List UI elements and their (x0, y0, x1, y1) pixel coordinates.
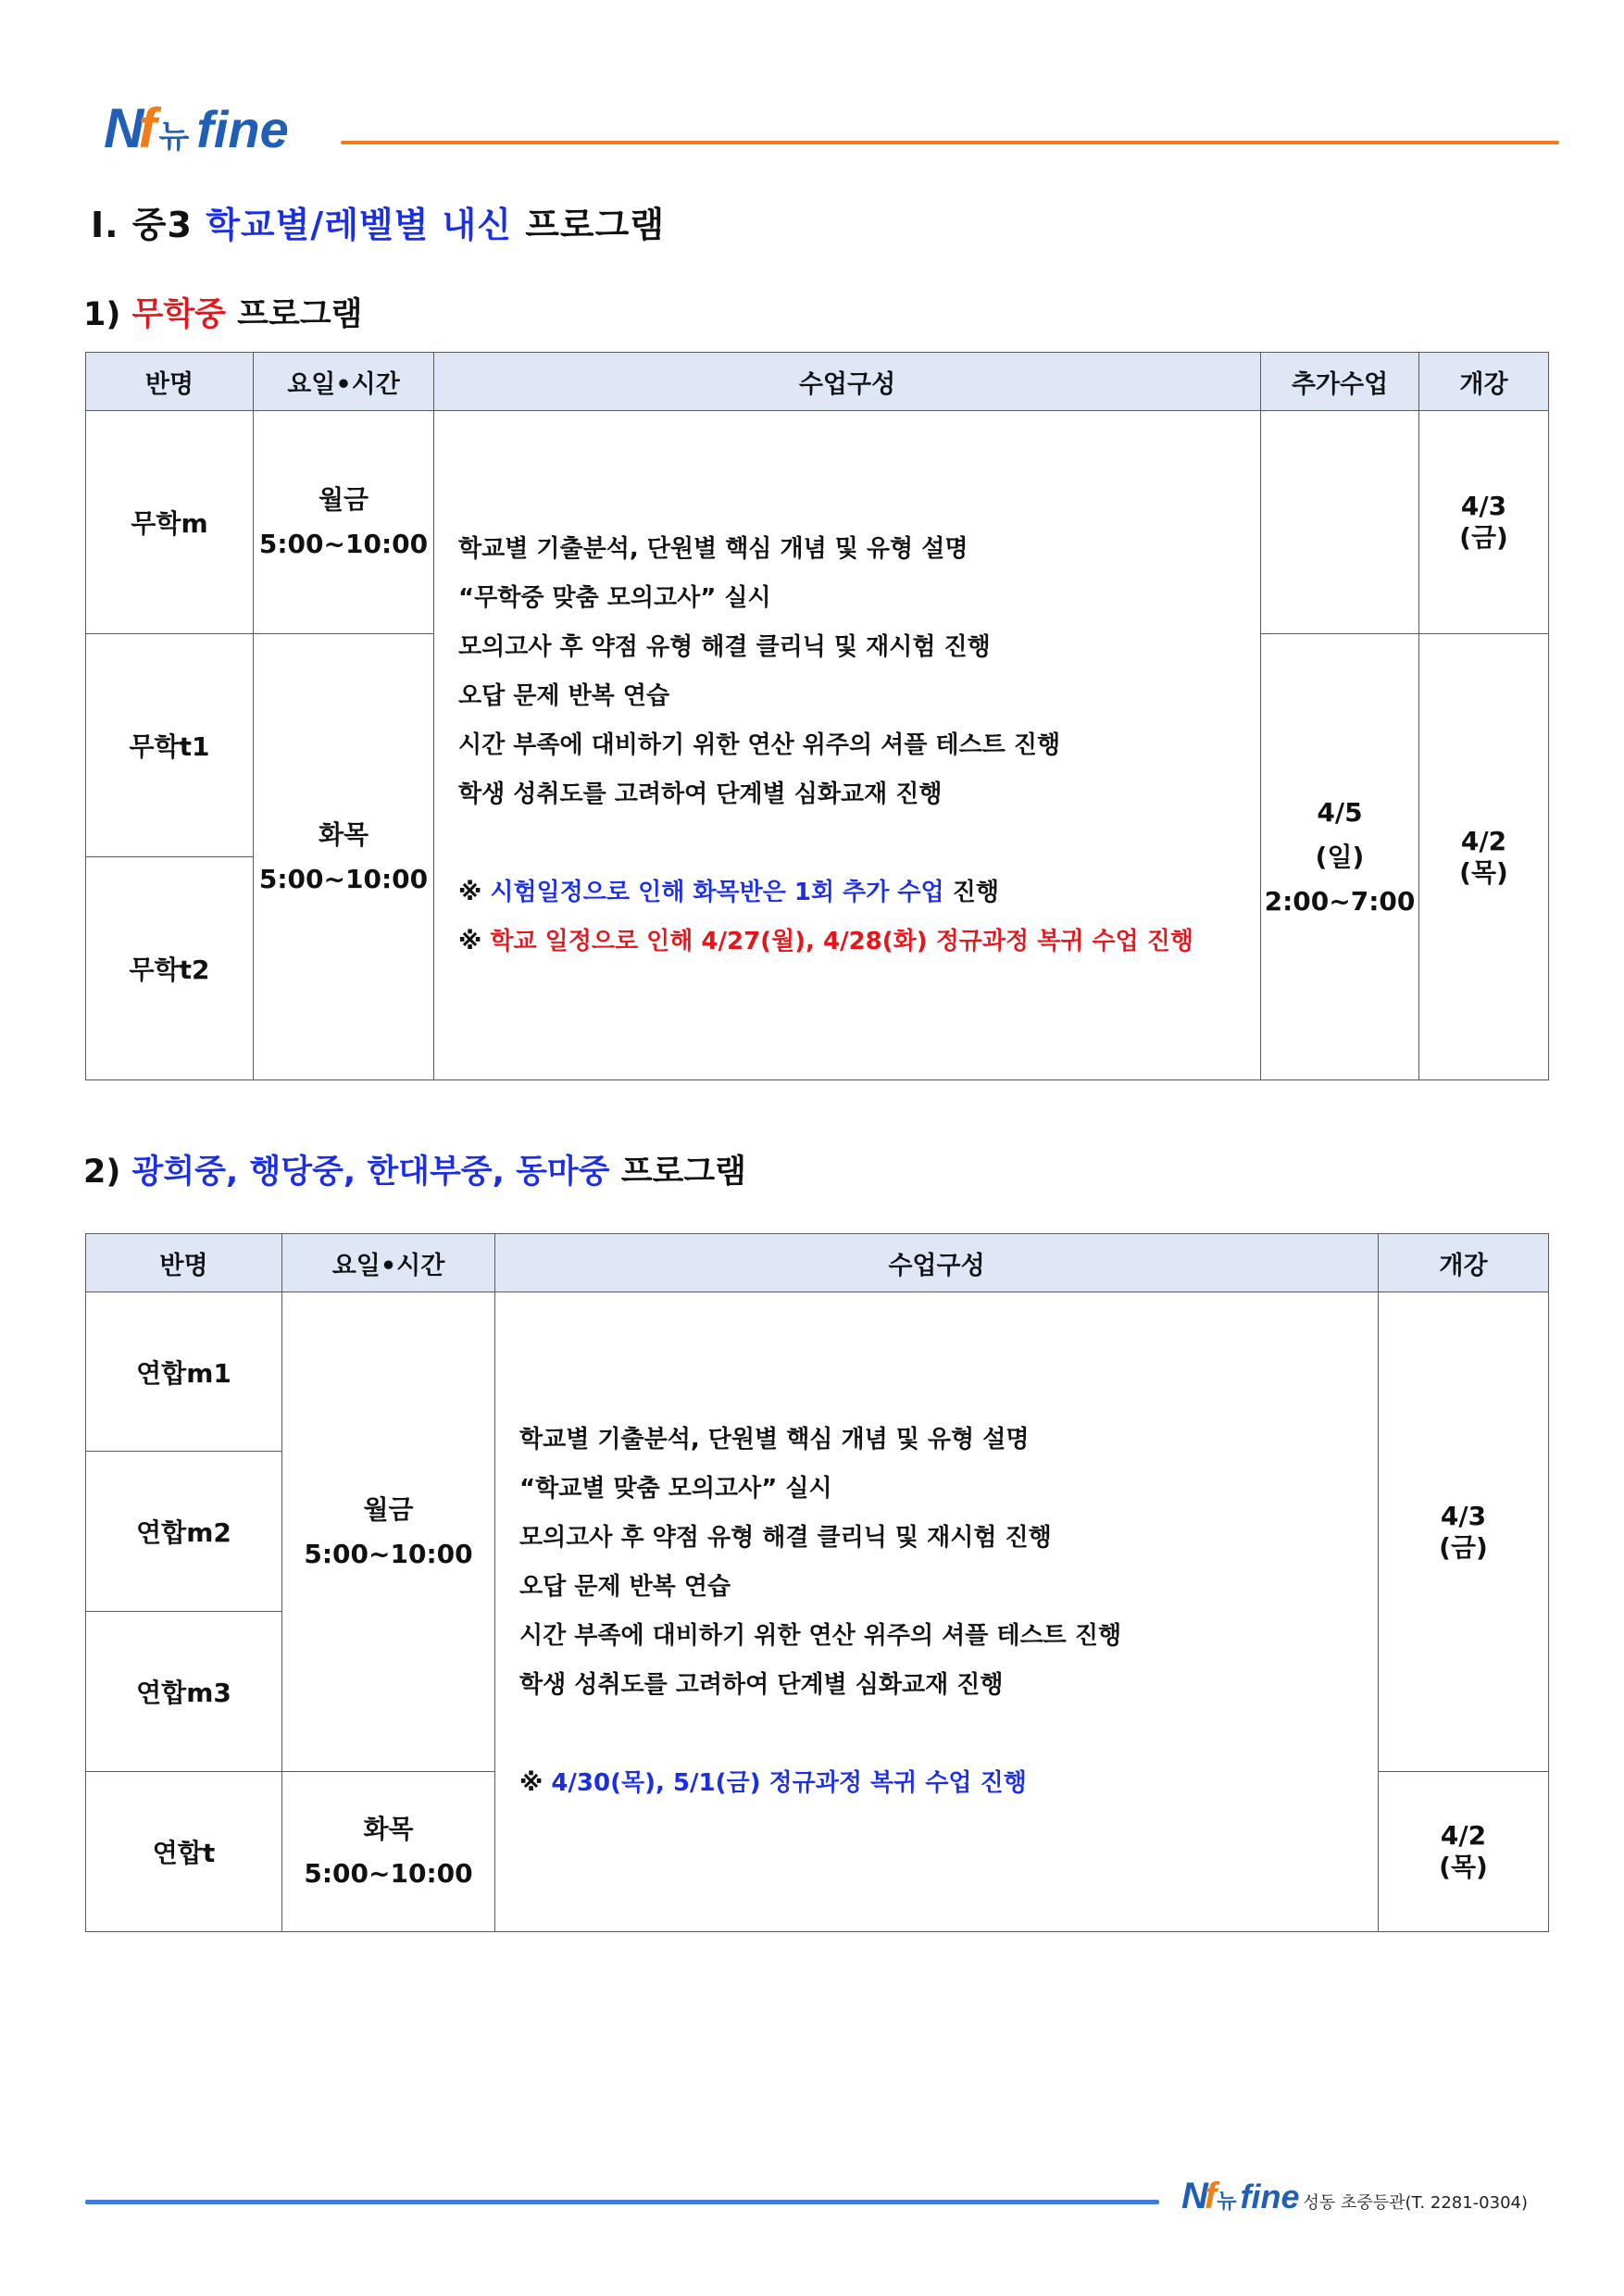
table-header-row (86, 353, 1549, 411)
schedule-cell (282, 1772, 495, 1932)
schedule-day: 화목 (318, 818, 369, 850)
class-name: 연합m1 (86, 1292, 282, 1452)
content-line: 학생 성취도를 고려하여 단계별 심화교재 진행 (519, 1671, 1004, 1699)
footer-divider (85, 2200, 1159, 2204)
branch-info: 성동 초중등관(T. 2281-0304) (1303, 2193, 1529, 2213)
content-line: 모의고사 후 약점 유형 해결 클리닉 및 재시험 진행 (519, 1524, 1052, 1552)
curriculum-cell (434, 411, 1261, 1080)
brand-mark-icon: Nf (104, 97, 152, 159)
schedule-day: 월금 (318, 484, 369, 515)
brand-fine: fine (1240, 2177, 1300, 2215)
section2-table (85, 1233, 1549, 1932)
content-line: 학교별 기출분석, 단원별 핵심 개념 및 유형 설명 (519, 1426, 1030, 1454)
brand-korean: 뉴 (158, 119, 190, 156)
col-header-class: 반명 (86, 353, 254, 411)
class-name: 무학t1 (86, 634, 254, 857)
footer-logo (1181, 2176, 1528, 2217)
curriculum-cell (495, 1292, 1379, 1932)
extra-class-empty (1261, 411, 1419, 634)
schedule-cell (282, 1292, 495, 1772)
content-line: 학생 성취도를 고려하여 단계별 심화교재 진행 (458, 780, 943, 808)
brand-mark-icon: Nf (1181, 2176, 1214, 2216)
schedule-day: 화목 (363, 1814, 414, 1844)
class-name: 무학m (86, 411, 254, 634)
extra-class-cell: 4/5 (일) 2:00~7:00 (1261, 634, 1419, 1080)
col-header-class: 반명 (86, 1234, 282, 1292)
col-header-content: 수업구성 (434, 353, 1261, 411)
header-divider (341, 141, 1559, 144)
content-line: 시간 부족에 대비하기 위한 연산 위주의 셔플 테스트 진행 (458, 730, 1061, 759)
schedule-cell (254, 634, 434, 1080)
content-line: “무학중 맞춤 모의고사” 실시 (458, 583, 771, 612)
header-logo (104, 96, 289, 160)
section1-table (85, 352, 1549, 1080)
schedule-day: 월금 (363, 1493, 414, 1525)
table-header-row (86, 1234, 1549, 1292)
schedule-time: 5:00~10:00 (258, 529, 429, 559)
class-name: 연합m3 (86, 1612, 282, 1772)
section1-title: 1) 무학중 프로그램 (83, 296, 363, 333)
open-date-cell: 4/3 (금) (1379, 1292, 1549, 1772)
brand-korean: 뉴 (1217, 2190, 1237, 2214)
schedule-time: 5:00~10:00 (304, 1858, 473, 1889)
content-line: 모의고사 후 약점 유형 해결 클리닉 및 재시험 진행 (458, 632, 991, 661)
content-line: “학교별 맞춤 모의고사” 실시 (519, 1475, 832, 1503)
content-line: 학교별 기출분석, 단원별 핵심 개념 및 유형 설명 (458, 534, 968, 563)
open-date-cell: 4/3 (금) (1419, 411, 1549, 634)
col-header-content: 수업구성 (495, 1234, 1379, 1292)
note-extra-class: ※ 시험일정으로 인해 화목반은 1회 추가 수업 진행 (458, 878, 999, 906)
brand-fine: fine (196, 100, 289, 158)
content-line: 시간 부족에 대비하기 위한 연산 위주의 셔플 테스트 진행 (519, 1622, 1122, 1650)
open-date-cell: 4/2 (목) (1379, 1772, 1549, 1932)
class-name: 연합m2 (86, 1452, 282, 1612)
content-line: 오답 문제 반복 연습 (519, 1573, 731, 1601)
class-name: 연합t (86, 1772, 282, 1932)
content-line: 오답 문제 반복 연습 (458, 681, 670, 710)
col-header-schedule: 요일•시간 (282, 1234, 495, 1292)
open-date-cell: 4/2 (목) (1419, 634, 1549, 1080)
note-schedule-change: ※ 4/30(목), 5/1(금) 정규과정 복귀 수업 진행 (519, 1769, 1027, 1797)
col-header-extra: 추가수업 (1261, 353, 1419, 411)
section2-title: 2) 광희중, 행당중, 한대부중, 동마중 프로그램 (83, 1154, 746, 1191)
page-title: Ⅰ. 중3 학교별/레벨별 내신 프로그램 (91, 205, 666, 245)
col-header-schedule: 요일•시간 (254, 353, 434, 411)
class-name: 무학t2 (86, 857, 254, 1080)
table-row (86, 411, 1549, 634)
col-header-open: 개강 (1419, 353, 1549, 411)
table-row (86, 1292, 1549, 1452)
schedule-time: 5:00~10:00 (304, 1538, 473, 1569)
note-schedule-change: ※ 학교 일정으로 인해 4/27(월), 4/28(화) 정규과정 복귀 수업 진행 (458, 927, 1194, 955)
schedule-cell (254, 411, 434, 634)
schedule-time: 5:00~10:00 (258, 863, 429, 894)
col-header-open: 개강 (1379, 1234, 1549, 1292)
